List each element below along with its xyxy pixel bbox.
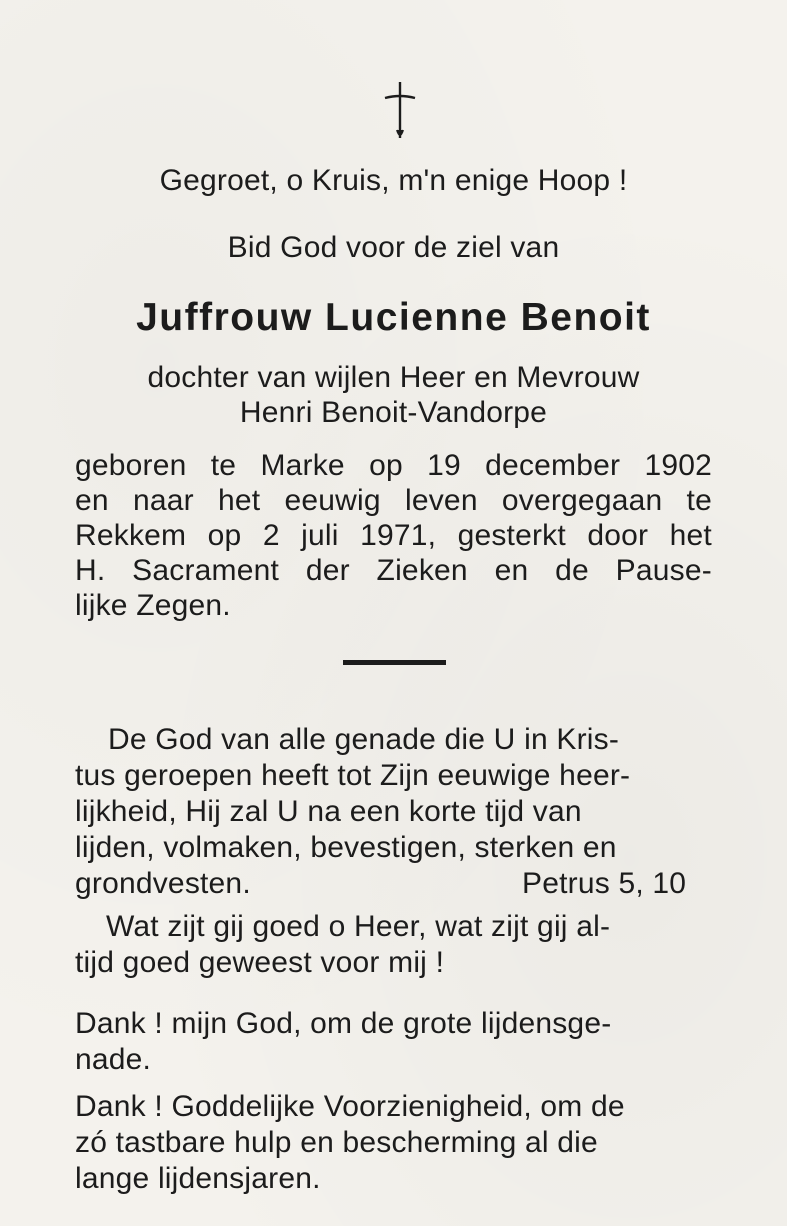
verse-line-2: tus geroepen heeft tot Zijn eeuwige heer- — [75, 759, 631, 792]
deceased-name: Juffrouw Lucienne Benoit — [136, 296, 651, 339]
prayer-1-line-1: Wat zijt gij goed o Heer, wat zijt gij al- — [106, 910, 611, 943]
cross-icon — [380, 80, 420, 142]
prayer-3-line-3: lange lijdensjaren. — [75, 1162, 321, 1195]
divider — [343, 660, 446, 665]
bio-line-2: en naar het eeuwig leven overgegaan te — [75, 484, 712, 517]
verse-line-5: grondvesten. — [75, 867, 251, 900]
prayer-2-line-2: nade. — [75, 1043, 152, 1076]
salutation: Gegroet, o Kruis, m'n enige Hoop ! — [159, 164, 628, 197]
parents-line-2: Henri Benoit-Vandorpe — [239, 396, 548, 429]
prayer-2-line-1: Dank ! mijn God, om de grote lijdensge- — [75, 1007, 612, 1040]
parents-line-1: dochter van wijlen Heer en Mevrouw — [147, 361, 640, 394]
verse-line-4: lijden, volmaken, bevestigen, sterken en — [75, 831, 617, 864]
verse-line-1: De God van alle genade die U in Kris- — [108, 723, 620, 756]
verse-reference: Petrus 5, 10 — [522, 867, 687, 900]
bio-line-1: geboren te Marke op 19 december 1902 — [75, 449, 712, 482]
prayer-3-line-1: Dank ! Goddelijke Voorzienigheid, om de — [75, 1090, 625, 1123]
bio-line-4: H. Sacrament der Zieken en de Pause- — [75, 554, 712, 587]
prayer-1-line-2: tijd goed geweest voor mij ! — [75, 946, 445, 979]
prayer-3-line-2: zó tastbare hulp en bescherming al die — [75, 1126, 598, 1159]
verse-line-3: lijkheid, Hij zal U na een korte tijd van — [75, 795, 582, 828]
bio-line-5: lijke Zegen. — [75, 589, 231, 622]
prayer-intro: Bid God voor de ziel van — [227, 231, 560, 264]
bio-line-3: Rekkem op 2 juli 1971, gesterkt door het — [75, 519, 712, 552]
